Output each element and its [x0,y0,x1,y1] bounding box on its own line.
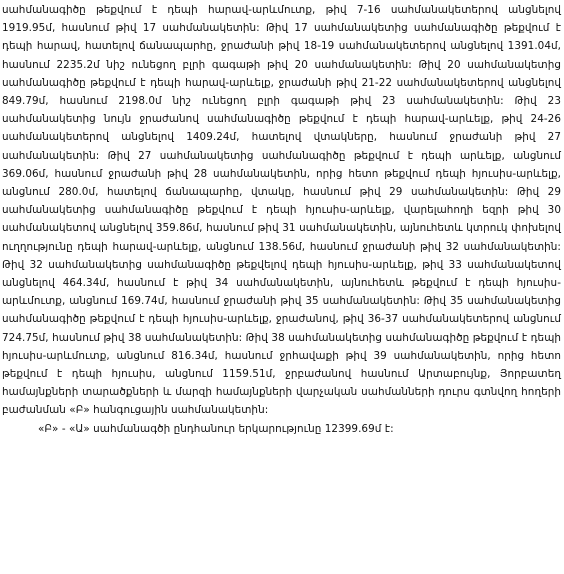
boundary-description-paragraph: սահմանագիծը թեքվում է դեպի հարավ-արևմուտք, թիվ 7-16 սահմանակետերով անցնելով 1919.95մ, հասնում թիվ 17 սահմանակետին: Թիվ 17 սահմանակետից սահմանագիծը թեքվում է դեպի հարավ, հատելով ճանապարհը, ջրաժանի թիվ 18-19 սահմանակետերով անցնելով 1391.04մ, հասնում 2235.2մ նիշ ունեցող բլրի գագաթի թիվ 20 սահմանակետին: Թիվ 20 սահմանակետից սահմանագիծը թեքվում է դեպի հարավ-արևելք, ջրաժանի թիվ 21-22 սահմանակետերով անցնելով 849.79մ, հասնում 2198.0մ նիշ ունեցող բլրի գագաթի թիվ 23 սահմանակետին: Թիվ 23 սահմանակետից նույն ջրաժանով սահմանագիծը թեքվում է դեպի հարավ-արևելք, թիվ 24-26 սահմանակետերով անցնելով 1409.24մ, հատելով վտակները, հասնում ջրաժանի թիվ 27 սահմանակետին: Թիվ 27 սահմանակետից սահմանագիծը թեքվում է դեպի արևելք, անցնում 369.06մ, հասնում ջրաժանի թիվ 28 սահմանակետին, որից հետո թեքվում դեպի հյուսիս-արևելք, անցնում 280.0մ, հատելով ճանապարհը, վտակը, հասնում թիվ 29 սահմանակետին: Թիվ 29 սահմանակետից սահմանագիծը թեքվում է դեպի հյուսիս-արևելք, վարելահողի եզրի թիվ 30 սահմանակետով անցնելով 359.86մ, հասնում թիվ 31 սահմանակետին, այնուհետև կտրուկ փոխելով ուղղությունը դեպի հարավ-արևելք, անցնում 138.56մ, հասնում ջրաժանի թիվ 32 սահմանակետին: Թիվ 32 սահմանակետից սահմանագիծը թեքվելով դեպի հյուսիս-արևելք, թիվ 33 սահմանակետով անցնելով 464.34մ, հասնում է թիվ 34 սահմանակետին, այնուհետև թեքվում է դեպի հյուսիս-արևմուտք, անցնում 169.74մ, հասնում ջրաժանի թիվ 35 սահմանակետին: Թիվ 35 սահմանակետից սահմանագիծը թեքվում է դեպի հյուսիս-արևելք, ջրաժանով, թիվ 36-37 սահմանակետերով անցնում 724.75մ, հասնում թիվ 38 սահմանակետին: Թիվ 38 սահմանակետից սահմանագիծը թեքվում է դեպի հյուսիս-արևմուտք, անցնում 816.34մ, հասնում ջրհավաքի թիվ 39 սահմանակետին, որից հետո թեքվում է դեպի հյուսիս, անցնում 1159.51մ, ջրբաժանով հասնում Արտաբույնք, Յորբատեղ համայնքների տարածքների և մարզի համայնքների վարչական սահմանների դուրս գտնվող հողերի բաժանման «Բ» հանգուցային սահմանակետին: [2,4,561,417]
total-length-line: «Բ» - «Ա» սահմանագծի ընդհանուր երկարությունը 12399.69մ է: [38,422,394,435]
